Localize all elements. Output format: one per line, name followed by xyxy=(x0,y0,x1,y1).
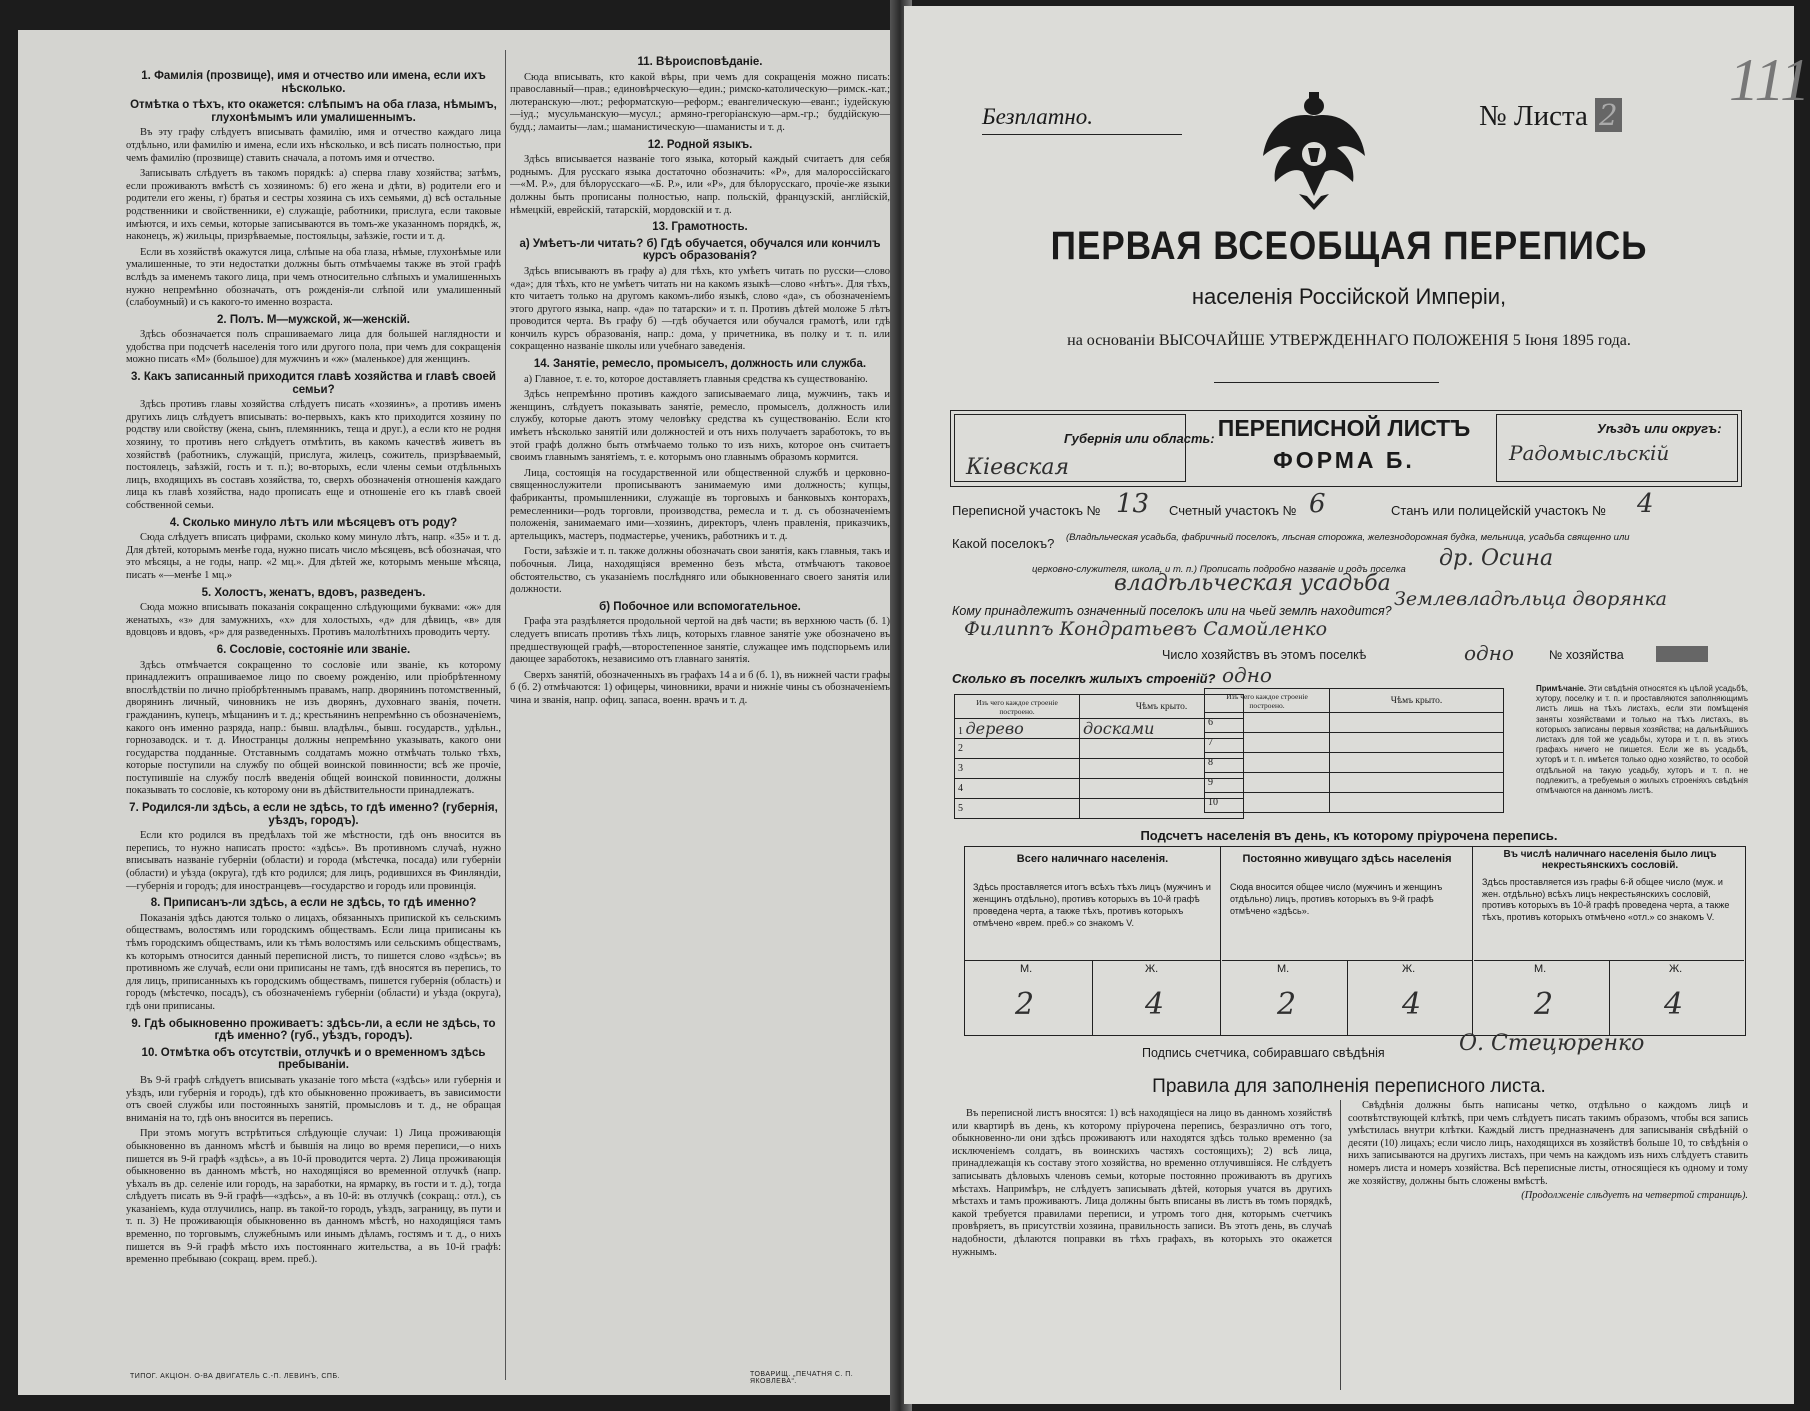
buildings-value: одно xyxy=(1222,663,1272,687)
settlement-hint: (Владѣльческая усадьба, фабричный поселокъ, лѣсная сторожка, железнодорожная будка, мельница, усадьба священно или xyxy=(1066,532,1630,543)
section-heading: 5. Холостъ, женатъ, вдовъ, разведенъ. xyxy=(201,586,426,599)
redaction-box xyxy=(1656,646,1708,662)
instruction-paragraph: Здѣсь вписывается названіе того языка, который каждый считаетъ для себя роднымъ. Для русскаго языка достаточно обозначить: «Р», для малороссійскаго—«М. Р.», для бѣлорусскаго—«Б. Р.», или «Р», для бѣлорусскаго, прочіе-же языки должны быть прописаны полностью, напр. польскій, французскій, англійскій, нѣмецкій, еврейскій, татарскій, мордовскій и т. д. xyxy=(510,154,890,216)
archive-number-mark: 111 xyxy=(1729,47,1810,113)
signature-value: О. Стецюренко xyxy=(1459,1031,1645,1056)
buildings-label: Сколько въ поселкѣ жилыхъ строеній? xyxy=(952,671,1216,686)
rules-column-2: Свѣдѣнія должны быть написаны четко, отдѣльно о каждомъ лицѣ и соотвѣтствующей клѣткѣ, при чемъ слѣдуетъ писать такимъ образомъ, чтобы вся запись умѣстилась внутри клѣтки. Каждый листъ предназначенъ для записыванія свѣдѣній о десяти (10) лицахъ; если число лицъ, находящихся въ хозяйствѣ больше 10, то свѣдѣнія о нихъ записываются на другихъ листахъ, при чемъ на каждомъ изъ нихъ слѣдуетъ ставить номеръ листа и номеръ хозяйства. Всѣ переписные листы, относящіеся къ одному и тому же хозяйству, должны быть сложены вмѣстѣ. (Продолженіе слѣдуетъ на четвертой страницѣ). xyxy=(1348,1100,1748,1202)
rules-title: Правила для заполненія переписного листа. xyxy=(1152,1076,1546,1097)
instruction-paragraph: Здѣсь вписываютъ въ графу а) для тѣхъ, кто умѣетъ читать по русски—слово «да»; для тѣхъ, кто не умѣетъ читать ни на какомъ языкѣ—слово «нѣтъ». Для тѣхъ, кто читаетъ только на другомъ какомъ-либо языкѣ, слово «да», съ обозначеніемъ этого другого языка, напр. «да» по татарски» и т. п. Противъ дѣтей моложе 5 лѣтъ проводится черта. Въ графу б) —гдѣ обучается или обучался грамотѣ, или гдѣ кончилъ курсъ образованія, напр.: дома, у причетника, въ полку и т. п. или сокращенно названіе школы или учебнаго заведенія. xyxy=(510,265,890,353)
printer-imprint-left: ТИПОГ. АКЦІОН. О-ВА ДВИГАТЕЛЬ С.-П. ЛЕВИНЪ, СПБ. xyxy=(130,1373,340,1380)
instruction-paragraph: Показанія здѣсь даются только о лицахъ, обязанныхъ припиской къ сельскимъ обществамъ, волостямъ или городскимъ обществамъ. Если лица приписаны къ тѣмъ городскимъ обществамъ, или къ тѣмъ волостямъ или сельскимъ обществамъ, къ которымъ относится данный переписной листъ, то пишется слово «здѣсь»; въ противномъ же случаѣ, если они приписаны не тамъ, гдѣ вносятся въ перепись, то для лицъ, приписанныхъ къ городскимъ обществамъ, пишется губернія (область) и городъ (мѣстечко, посадъ), съ обозначеніемъ губерніи (области) и уѣзда (округа), гдѣ они приписаны. xyxy=(126,912,501,1012)
section-heading: 1. Фамилія (прозвище), имя и отчество или имена, если ихъ нѣсколько. xyxy=(141,70,486,95)
section-heading: 3. Какъ записанный приходится главѣ хозяйства и главѣ своей семьи? xyxy=(131,371,496,396)
district-label: Уѣздъ или округъ: xyxy=(1597,421,1722,436)
settlement-label: Какой поселокъ? xyxy=(952,536,1055,551)
buildings-note: Примѣчаніе. Эти свѣдѣнія относятся къ цѣлой усадьбѣ, хутору, поселку и т. п. и проставляются заполняющимъ листъ лишь на тѣхъ листахъ, если эти помѣщенія заняты хозяйствами и только на тѣхъ листахъ, въ которыхъ записаны первыя хозяйства; на дальнѣйшихъ листахъ для той же усадьбы, хутора и т. п. въ этихъ графахъ ничего не пишется. Если же въ усадьбѣ, хуторѣ и т. п. имѣется только одно хозяйство, то особой отдѣльной на такую усадьбу, хуторъ и т. п. не подлежитъ, а требуемыя о жилыхъ строеніяхъ свѣдѣнія отмѣчаются на данномъ листѣ. xyxy=(1536,684,1749,796)
instruction-paragraph: Записывать слѣдуетъ въ такомъ порядкѣ: а) сперва главу хозяйства; затѣмъ, если проживаютъ вмѣстѣ съ хозяиномъ: б) его жена и дѣти, в) родители его и родители его жены, г) братья и сестры хозяина съ ихъ семьями, д) всѣ остальные родственники и свойственники, е) служащіе, работники, прислуга, если таковые имѣются, и ихъ семьи, которые записываются въ томъ-же указанномъ порядкѣ, ж, наконецъ, ж) жильцы, призрѣваемые, постояльцы, заѣзжіе, гости и т. д. xyxy=(126,168,501,243)
instruction-paragraph: Въ эту графу слѣдуетъ вписывать фамилію, имя и отчество каждаго лица отдѣльно, или фамилію и имена, если ихъ нѣсколько, и всѣ писать полностью, при чемъ фамилію (прозвище) ставить сначала, а потомъ имя и отчество. xyxy=(126,127,501,164)
section-heading: а) Умѣетъ-ли читать? б) Гдѣ обучается, обучался или кончилъ курсъ образованія? xyxy=(519,237,881,263)
count-section-label: Счетный участокъ № xyxy=(1169,503,1297,518)
free-label: Безплатно. xyxy=(982,104,1094,129)
sheet-number: № Листа 2 xyxy=(1479,98,1622,133)
section-heading: 2. Полъ. М—мужской, ж—женскій. xyxy=(217,313,410,326)
count-col-permanent: Постоянно живущаго здѣсь населенія Сюда вносится общее число (мужчинъ и женщинъ отдѣльно) лицъ, противъ которыхъ въ 9-й графѣ отмѣчено «здѣсь». М. Ж. 2 4 xyxy=(1222,847,1473,1035)
instruction-paragraph: Если кто родился въ предѣлахъ той же мѣстности, гдѣ онъ вносится въ перепись, то нужно написать просто: «здѣсь». Въ противномъ случаѣ, нужно вписывать названіе губерніи (области) и города (мѣстечка, посада) или губерніи (области) и уѣзда (округа), гдѣ кто родился; для лицъ, родившихся въ Финляндіи,—губернія и городъ; для иностранцевъ—государство и городъ или провинція. xyxy=(126,830,501,892)
instruction-paragraph: Здѣсь обозначается полъ спрашиваемаго лица для большей наглядности и удобства при подсчетѣ населенія того или другого пола, при чемъ для сокращенія можно писать «М» (большое) для мужчинъ и «ж» (маленькое) для женщинъ. xyxy=(126,329,501,366)
buildings-table-left: Изъ чего каждое строеніе построено. Чѣмъ крыто. 1 дерево досками 2 3 4 5 xyxy=(954,694,1244,819)
count-col-noncrestian: Въ числѣ наличнаго населенія было лицъ некрестьянскихъ сословій. Здѣсь проставляется изъ графы 6-й общее число (муж. и жен. отдѣльно) всѣхъ лицъ некрестьянскихъ сословій, противъ которыхъ въ 10-й графѣ проведена черта, а также тѣхъ, противъ которыхъ отмѣчено «отл.» со знакомъ V. М. Ж. 2 4 xyxy=(1474,847,1744,1035)
left-page xyxy=(18,30,898,1395)
right-page xyxy=(904,6,1810,1404)
province-label: Губернія или область: xyxy=(1064,431,1215,446)
settlement-value-1: др. Осина xyxy=(1439,546,1554,571)
owner-value-2: Филиппъ Кондратьевъ Самойленко xyxy=(964,618,1328,640)
owner-label: Кому принадлежитъ означенный поселокъ или на чьей землѣ находится? xyxy=(952,604,1392,618)
camp-label: Станъ или полицейскій участокъ № xyxy=(1391,503,1607,518)
section-heading: 11. Вѣроисповѣданіе. xyxy=(637,56,763,68)
section-heading: 6. Сословіе, состояніе или званіе. xyxy=(216,643,411,656)
instruction-paragraph: При этомъ могутъ встрѣтиться слѣдующіе случаи: 1) Лица проживающія обыкновенно въ данномъ мѣстѣ и бывшія на лицо во время переписи,—о нихъ пишется въ 9-й графѣ «здѣсь», а въ 10-й проводится черта. 2) Лица проживающія обыкновенно въ данномъ мѣстѣ, но находящіяся во временной отлучкѣ (напр. уѣхалъ въ др. селеніе или городъ, на заработки, на ярмарку, въ гости и т. д.), тогда слѣдуетъ писать въ 9-й графѣ—«здѣсь», а въ 10-й: въ отлучкѣ (сокращ.: отл.), съ указаніемъ, куда отлучились, напр. въ такой-то городъ, уѣздъ, заграницу, въ пути и т. п. 3) Не проживающія обыкновенно въ данномъ мѣстѣ, но находящіяся тамъ временно, по торговымъ, служебнымъ или инымъ дѣламъ, гостямъ и т. д., о нихъ пишется въ 9-й графѣ мѣсто ихъ постояннаго жительства, а въ 10-й графѣ: временно пребываю (сокращ. врем. преб.). xyxy=(126,1128,501,1266)
count-title: Подсчетъ населенія въ день, къ которому пріурочена перепись. xyxy=(1140,828,1558,843)
printer-imprint-right: ТОВАРИЩ. „ПЕЧАТНЯ С. П. ЯКОВЛЕВА“. xyxy=(750,1371,854,1385)
instruction-paragraph: Здѣсь отмѣчается сокращенно то сословіе или званіе, къ которому принадлежитъ опрашиваемое лицо по своему рожденію, или пріобрѣтенному впослѣдствіи по лично пріобрѣтеннымъ правамъ, напр. дворянинъ потомственный, дворянинъ личный, чиновникъ не изъ дворянъ, духовнаго званія, почетн. гражданинъ, купецъ, мѣщанинъ и т. д.; крестьянинъ непремѣнно съ обозначеніемъ, какого онъ именно разряда, напр.: бывш. владѣльч., бывш. государств., удѣльн., горнозаводск. и т. д. Иностранцы должны непремѣнно указывать, какого они государства подданные. Отставнымъ солдатамъ можно отмѣчать только тѣхъ, которые поступили на службу по общей воинской повинности; всѣ же прочіе, поступившіе на службу послѣ введенія общей воинской повинности, должны показывать то сословіе, къ которому они въ дѣйствительности принадлежатъ. xyxy=(126,659,501,797)
section-heading: б) Побочное или вспомогательное. xyxy=(599,600,801,613)
imperial-eagle-emblem xyxy=(1259,86,1369,211)
instruction-paragraph: Сюда слѣдуетъ вписать цифрами, сколько кому минуло лѣтъ, напр. «35» и т. д. Для дѣтей, которымъ менѣе года, нужно писать число мѣсяцевъ, всѣ обозначая, что это мѣсяцы, а не годы, напр. «2 мц.». Для дѣтей же, которымъ меньше мѣсяца, писать «—менѣе 1 мц.» xyxy=(126,532,501,581)
instruction-paragraph: Сюда можно вписывать показанія сокращенно слѣдующими буквами: «ж» для женатыхъ, «з» для замужнихъ, «х» для холостыхъ, «д» для дѣвицъ, «в» для вдовцовъ и вдовъ, «р» для разведенныхъ. Противъ малолѣтнихъ проводить черту. xyxy=(126,602,501,639)
section-heading: 14. Занятіе, ремесло, промыселъ, должность или служба. xyxy=(533,358,867,371)
buildings-table-right: Изъ чего каждое строеніе построено. Чѣмъ крыто. 6 7 8 9 10 xyxy=(1204,688,1504,813)
census-subtitle: населенія Россійской Имперіи, xyxy=(1191,284,1507,309)
census-section-value: 13 xyxy=(1116,489,1150,519)
instruction-paragraph: Лица, состоящія на государственной или общественной службѣ и церковно-священнослужители прописываютъ занимаемую ими должность; купцы, фабриканты, промышленники, служащіе въ торговыхъ и банковыхъ конторахъ, ремесленники—родъ торговли, производства, ремесла и т. д. съ обозначеніемъ положенія, занимаемаго ими—хозяинъ, директоръ, членъ правленія, приказчикъ, артельщикъ, мастеръ, подмастерье, ученикъ, работникъ и т. д. xyxy=(510,467,890,542)
instruction-paragraph: Въ 9-й графѣ слѣдуетъ вписывать указаніе того мѣста («здѣсь» или губернія и уѣздъ, или губернія и городъ), гдѣ кто обыкновенно проживаетъ, въ зависимости отъ своей службы или постоянныхъ занятій, промысловъ и т. д., не обращая вниманія на то, гдѣ онъ вносится въ перепись. xyxy=(126,1074,501,1124)
settlement-value-2: владѣльческая усадьба xyxy=(1114,571,1391,596)
section-heading: 9. Гдѣ обыкновенно проживаетъ: здѣсь-ли, а если не здѣсь, то гдѣ именно? (губ., уѣздъ, городъ). xyxy=(131,1017,496,1043)
section-heading: 4. Сколько минуло лѣтъ или мѣсяцевъ отъ роду? xyxy=(169,516,458,529)
instruction-paragraph: Если въ хозяйствѣ окажутся лица, слѣпые на оба глаза, нѣмые, глухонѣмые или умалишенные, то эти недостатки должны быть отмѣчаемы также въ этой графѣ вслѣдъ за именемъ такого лица, при чемъ относительно слѣпыхъ и умалишенныхъ нужно непремѣнно обозначать, отъ рожденія-ли слѣпой или умалишенный (слабоумный) и съ какого-то именно возраста. xyxy=(126,246,501,309)
owner-value-1: Землевладѣльца дворянка xyxy=(1394,588,1668,610)
census-title: ПЕРВАЯ ВСЕОБЩАЯ ПЕРЕПИСЬ xyxy=(1050,224,1648,268)
section-heading: 7. Родился-ли здѣсь, а если не здѣсь, то гдѣ именно? (губернія, уѣздъ, городъ). xyxy=(129,802,498,827)
census-basis: на основаніи ВЫСОЧАЙШЕ УТВЕРЖДЕННАГО ПОЛОЖЕНІЯ 5 Іюня 1895 года. xyxy=(1067,332,1631,349)
section-heading: 8. Приписанъ-ли здѣсь, а если не здѣсь, то гдѣ именно? xyxy=(150,897,477,910)
section-heading: 10. Отмѣтка объ отсутствіи, отлучкѣ и о временномъ здѣсь пребываніи. xyxy=(141,1046,486,1072)
population-count-table xyxy=(964,846,1746,1036)
province-value: Кіевская xyxy=(966,455,1070,480)
households-label: Число хозяйствъ въ этомъ поселкѣ xyxy=(1162,648,1367,662)
section-heading: 13. Грамотность. xyxy=(652,221,748,234)
bld-row-1: 1 дерево xyxy=(955,719,1080,739)
column-divider xyxy=(505,50,506,1380)
household-number-label: № хозяйства xyxy=(1549,648,1624,662)
instruction-paragraph: Гости, заѣзжіе и т. п. также должны обозначать свои занятія, какъ главныя, такъ и побочныя. Лица, находящіяся временно безъ мѣста, отмѣчаютъ таковое обстоятельство, съ указаніемъ послѣдняго или обыкновеннаго своего занятія или должности. xyxy=(510,546,890,596)
instruction-paragraph: Графа эта раздѣляется продольной чертой на двѣ части; въ верхнюю часть (б. 1) следуетъ вписать противъ тѣхъ лицъ, которыхъ главное занятіе уже обозначено въ предшествующей графѣ,—второстепенное занятіе, служащее имъ подспорьемъ или дающее заработокъ, независимо отъ главнаго занятія. xyxy=(510,616,890,666)
form-title: ПЕРЕПИСНОЙ ЛИСТЪ xyxy=(1217,415,1471,441)
settlement-hint-2: церковно-служителя, школа, и т. п.) Прописать подробно названіе и родъ поселка xyxy=(1032,564,1406,575)
section-heading: Отмѣтка о тѣхъ, кто окажется: слѣпымъ на оба глаза, нѣмымъ, глухонѣмымъ или умалишеннымъ. xyxy=(130,99,497,124)
district-value: Радомысльскій xyxy=(1509,441,1670,465)
count-section-value: 6 xyxy=(1309,489,1326,519)
form-subtitle: ФОРМА Б. xyxy=(1273,447,1415,473)
section-heading: 12. Родной языкъ. xyxy=(647,138,753,151)
instruction-paragraph: Здѣсь непремѣнно противъ каждого записываемаго лица, мужчинъ, такъ и женщинъ, слѣдуетъ показывать занятіе, ремесло, промыселъ, должность или службу, которые даютъ этому человѣку средства къ существованію. Если кто имѣетъ нѣсколько занятій или должностей и отъ нихъ получаетъ заработокъ, то въ этой графѣ должно быть отмѣчаемо только то изъ нихъ, которое онъ считаетъ своимъ главнымъ занятіемъ, т. е. которымъ оно главнымъ образомъ кормится. xyxy=(510,389,890,464)
instructions-column-2 xyxy=(510,52,890,711)
instruction-paragraph: Сюда вписывать, кто какой вѣры, при чемъ для сокращенія можно писать: православный—прав.; единовѣрческую—един.; римско-католическую—римск.-кат.; лютеранскую—лют.; реформатскую—реформ.; евангелическую—еванг.; іудейскую—іуд.; мусульманскую—мусул.; армяно-грегоріанскую—арм.-гр.; буддійскую—будд.; ламаиты—лам.; шаманистическую—шаманисты и т. д. xyxy=(510,71,890,133)
instruction-paragraph: Здѣсь противъ главы хозяйства слѣдуетъ писать «хозяинъ», а противъ именъ другихъ лицъ слѣдуетъ вписывать: во-первыхъ, какъ кто приходится хозяину по родству или свойству (жена, сынъ, племянникъ, теща и друг.), а если кто не родня хозяину, то противъ него слѣдуетъ отмѣтить, въ какомъ качествѣ живетъ въ хозяйствѣ (работникъ, служащій, прислуга, жилецъ, сожитель, призрѣваемый, постоялецъ, заѣзжій, гость и т. п.); во-вторыхъ, если члены семьи отдѣльныхъ лицъ, входящихъ въ составъ хозяйства, то, сверхъ обозначенія отношенія каждаго лица къ главѣ хозяйства, надо прописать еще и отношеніе его къ главѣ своей собственной семьи. xyxy=(126,399,501,511)
census-section-label: Переписной участокъ № xyxy=(952,503,1101,518)
instruction-paragraph: Сверхъ занятій, обозначенныхъ въ графахъ 14 а и б (б. 1), въ нижней части графы б (б. 2) отмѣчаются: 1) офицеры, чиновники, врачи и нижніе чины съ обозначеніемъ чина и званія, напр. офиц. запаса, военн. врачъ и т. д. xyxy=(510,669,890,706)
count-col-total: Всего наличнаго населенія. Здѣсь проставляется итогъ всѣхъ тѣхъ лицъ (мужчинъ и женщинъ отдѣльно), противъ которыхъ въ 10-й графѣ проведена черта, а также тѣхъ, противъ которыхъ отмѣчено «врем. преб.» со знакомъ V. М. Ж. 2 4 xyxy=(965,847,1221,1035)
camp-value: 4 xyxy=(1637,489,1654,519)
rules-column-1: Въ переписной листъ вносятся: 1) всѣ находящіеся на лицо въ данномъ хозяйствѣ или квартирѣ въ день, къ которому пріурочена перепись, безразлично отъ того, обыкновенно-ли они здѣсь проживаютъ или находятся здѣсь только временно (за исключеніемъ солдатъ, въ воинскихъ частяхъ состоящихъ); 2) всѣ лица, принадлежащія къ составу этого хозяйства, но временно отлучившіяся. Не слѣдуетъ записывать дѣловыхъ членовъ семьи, которые постоянно проживаютъ въ другихъ мѣстахъ. Напримѣръ, не слѣдуетъ записывать дѣтей, которыя учатся въ другихъ мѣстахъ и тамъ проживаютъ. Лица должны быть вписаны въ листъ въ томъ порядкѣ, какой требуется правилами переписи, и утромъ того дня, которымъ счетчикъ провѣряетъ, въ присутствіи хозяина, правильность записи. Въ этотъ день, въ случаѣ надобности, дѣлаются поправки въ тѣхъ графахъ, въ которыхъ это окажется нужнымъ. xyxy=(952,1108,1332,1258)
signature-label: Подпись счетчика, собиравшаго свѣдѣнія xyxy=(1142,1046,1385,1060)
instruction-paragraph: а) Главное, т. е. то, которое доставляетъ главныя средства къ существованію. xyxy=(524,373,868,385)
instructions-column-1 xyxy=(126,66,501,1270)
households-value: одно xyxy=(1464,641,1514,665)
